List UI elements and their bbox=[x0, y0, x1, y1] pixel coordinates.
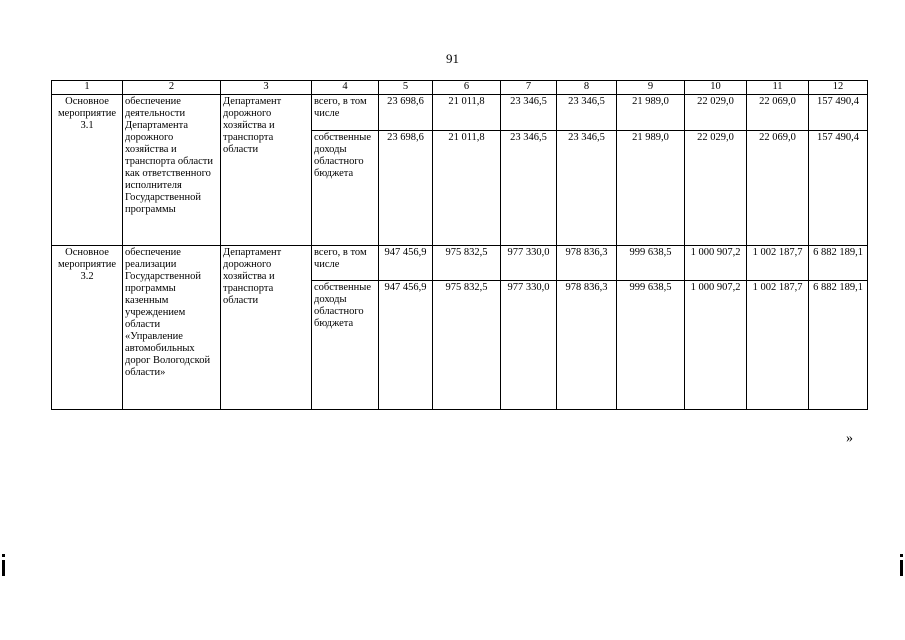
funding-source-cell: собственные доходы областного бюджета bbox=[312, 281, 379, 410]
value-cell: 23 346,5 bbox=[501, 131, 557, 246]
value-cell: 1 000 907,2 bbox=[685, 281, 747, 410]
left-margin-mark bbox=[2, 560, 5, 576]
description-cell: обеспечение деятельности Департамента дорожного хозяйства и транспорта области как ответственного исполнителя Государственной программы bbox=[123, 95, 221, 246]
value-cell: 21 011,8 bbox=[433, 95, 501, 131]
value-cell: 23 698,6 bbox=[379, 131, 433, 246]
value-cell: 23 346,5 bbox=[557, 95, 617, 131]
value-cell: 22 069,0 bbox=[747, 95, 809, 131]
column-header: 12 bbox=[809, 81, 868, 95]
measure-cell: Основное мероприятие 3.1 bbox=[52, 95, 123, 246]
value-cell: 947 456,9 bbox=[379, 281, 433, 410]
value-cell: 1 002 187,7 bbox=[747, 246, 809, 281]
value-cell: 157 490,4 bbox=[809, 131, 868, 246]
value-cell: 1 002 187,7 bbox=[747, 281, 809, 410]
column-header: 7 bbox=[501, 81, 557, 95]
value-cell: 23 346,5 bbox=[501, 95, 557, 131]
funding-source-cell: всего, в том числе bbox=[312, 246, 379, 281]
column-header: 5 bbox=[379, 81, 433, 95]
value-cell: 977 330,0 bbox=[501, 281, 557, 410]
column-header: 9 bbox=[617, 81, 685, 95]
column-header: 2 bbox=[123, 81, 221, 95]
table-row bbox=[52, 246, 868, 281]
right-margin-mark bbox=[900, 560, 903, 576]
value-cell: 22 029,0 bbox=[685, 95, 747, 131]
header-row bbox=[52, 81, 868, 95]
value-cell: 6 882 189,1 bbox=[809, 281, 868, 410]
column-header: 1 bbox=[52, 81, 123, 95]
page-number: 91 bbox=[446, 51, 459, 66]
value-cell: 6 882 189,1 bbox=[809, 246, 868, 281]
column-header: 3 bbox=[221, 81, 312, 95]
value-cell: 23 346,5 bbox=[557, 131, 617, 246]
value-cell: 1 000 907,2 bbox=[685, 246, 747, 281]
column-header: 8 bbox=[557, 81, 617, 95]
description-cell: обеспечение реализации Государственной программы казенным учреждением области «Управление автомобильных дорог Вологодской области» bbox=[123, 246, 221, 410]
value-cell: 21 011,8 bbox=[433, 131, 501, 246]
table-row bbox=[52, 95, 868, 131]
value-cell: 21 989,0 bbox=[617, 95, 685, 131]
executor-cell: Департамент дорожного хозяйства и транспорта области bbox=[221, 95, 312, 246]
budget-table bbox=[51, 80, 868, 410]
value-cell: 999 638,5 bbox=[617, 281, 685, 410]
value-cell: 22 069,0 bbox=[747, 131, 809, 246]
funding-source-cell: всего, в том числе bbox=[312, 95, 379, 131]
value-cell: 23 698,6 bbox=[379, 95, 433, 131]
value-cell: 22 029,0 bbox=[685, 131, 747, 246]
closing-quote-mark: » bbox=[846, 431, 853, 446]
value-cell: 999 638,5 bbox=[617, 246, 685, 281]
value-cell: 947 456,9 bbox=[379, 246, 433, 281]
column-header: 6 bbox=[433, 81, 501, 95]
value-cell: 978 836,3 bbox=[557, 246, 617, 281]
funding-source-cell: собственные доходы областного бюджета bbox=[312, 131, 379, 246]
value-cell: 975 832,5 bbox=[433, 281, 501, 410]
value-cell: 975 832,5 bbox=[433, 246, 501, 281]
measure-cell: Основное мероприятие 3.2 bbox=[52, 246, 123, 410]
column-header: 4 bbox=[312, 81, 379, 95]
executor-cell: Департамент дорожного хозяйства и транспорта области bbox=[221, 246, 312, 410]
value-cell: 978 836,3 bbox=[557, 281, 617, 410]
column-header: 10 bbox=[685, 81, 747, 95]
value-cell: 977 330,0 bbox=[501, 246, 557, 281]
column-header: 11 bbox=[747, 81, 809, 95]
value-cell: 21 989,0 bbox=[617, 131, 685, 246]
value-cell: 157 490,4 bbox=[809, 95, 868, 131]
